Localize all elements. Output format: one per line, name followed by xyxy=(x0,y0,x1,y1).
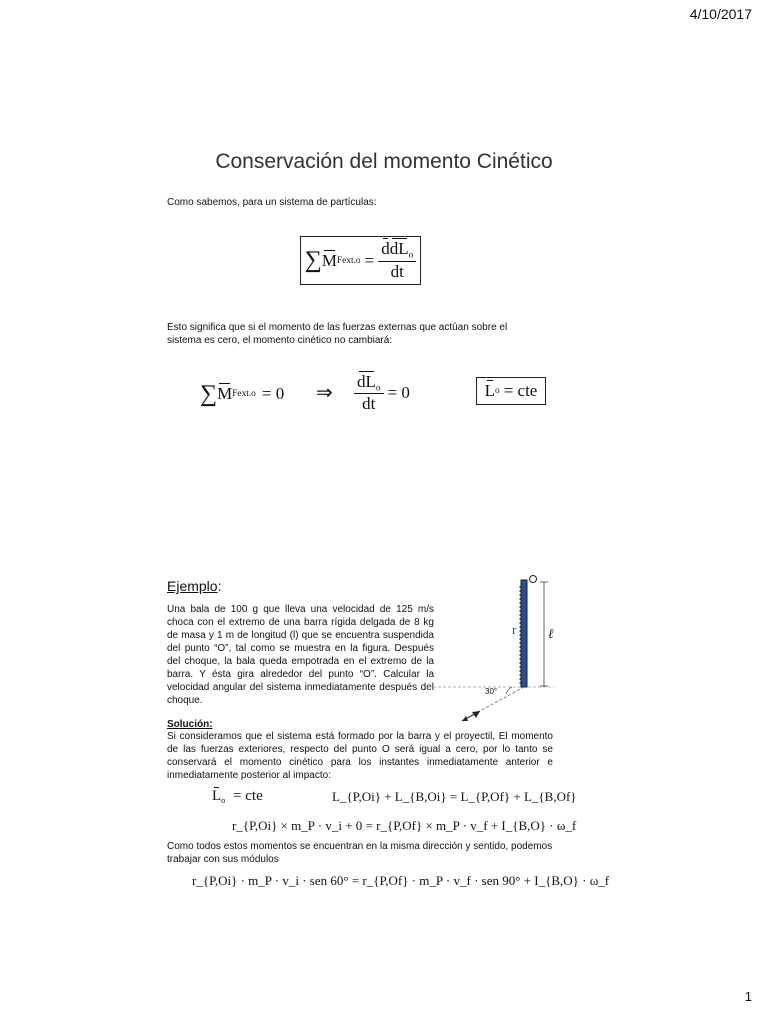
paragraph-zero-moment: Esto significa que si el momento de las fuerzas externas que actúan sobre el sistema es cero, el momento cinético no cambiará: xyxy=(167,322,508,346)
modules-text: Como todos estos momentos se encuentran en la misma dirección y sentido, podemos trabajar con sus módulos xyxy=(167,841,553,865)
equation-vector-moments: r_{P,Oi} × m_P · v_i + 0 = r_{P,Of} × m_P · v_f + I_{B,O} · ω_f xyxy=(232,818,577,833)
implies-symbol: ⇒ xyxy=(316,382,333,404)
equation-scalar-moments: r_{P,Oi} · m_P · v_i · sen 60° = r_{P,Of} · m_P · v_f · sen 90° + I_{B,O} · ω_f xyxy=(192,873,610,888)
page-title: Conservación del momento Cinético xyxy=(215,150,553,173)
equation-dL-dt-zero: $\frac{dL_o}{dt}$ = 0 xyxy=(354,370,410,416)
example-text: Una bala de 100 g que lleva una velocidad de 125 m/s choca con el extremo de una barra rígida delgada de 8 kg de masa y 1 m de longitud (l) que se encuentra suspendida del punto “O”, tal como se muestra en la figura. Después del choque, la bala queda empotrada en el extremo de la barra. Y ésta gira alrededor del punto “O”. Calcular la velocidad angular del sistema inmediatamente después del choque. xyxy=(167,604,434,706)
equation-momentum-balance: L_{P,Oi} + L_{B,Oi} = L_{P,Of} + L_{B,Of} xyxy=(332,789,577,804)
solution-heading: Solución: xyxy=(167,719,213,730)
figure-label-r: r xyxy=(512,622,517,637)
equation-moment-sum: ∑ M Fext.o = $\frac{ddL_o}{dt}$ xyxy=(300,236,421,285)
example-heading: Ejemplo: xyxy=(167,578,222,594)
equation-L-constant-2: $L_o$ = cte xyxy=(212,788,263,805)
figure-label-angle: 30° xyxy=(485,687,498,696)
slide-date: 4/10/2017 xyxy=(689,6,752,22)
intro-text: Como sabemos, para un sistema de partículas: xyxy=(167,197,377,208)
solution-text: Si consideramos que el sistema está formado por la barra y el proyectil, El momento de las fuerzas exteriores, respecto del punto O será igual a cero, por lo tanto se conservará el momento cinético para los instantes inmediatamente anterior e inmediatamente posterior al impacto: xyxy=(167,731,553,781)
bar-projectile-figure xyxy=(428,574,554,730)
equation-zero-moment: ∑ M Fext.o = 0 xyxy=(200,380,285,407)
figure-svg xyxy=(428,574,554,730)
equation-L-constant: L o = cte xyxy=(476,377,546,405)
figure-label-length: ℓ xyxy=(548,626,554,641)
page-number: 1 xyxy=(744,989,752,1004)
